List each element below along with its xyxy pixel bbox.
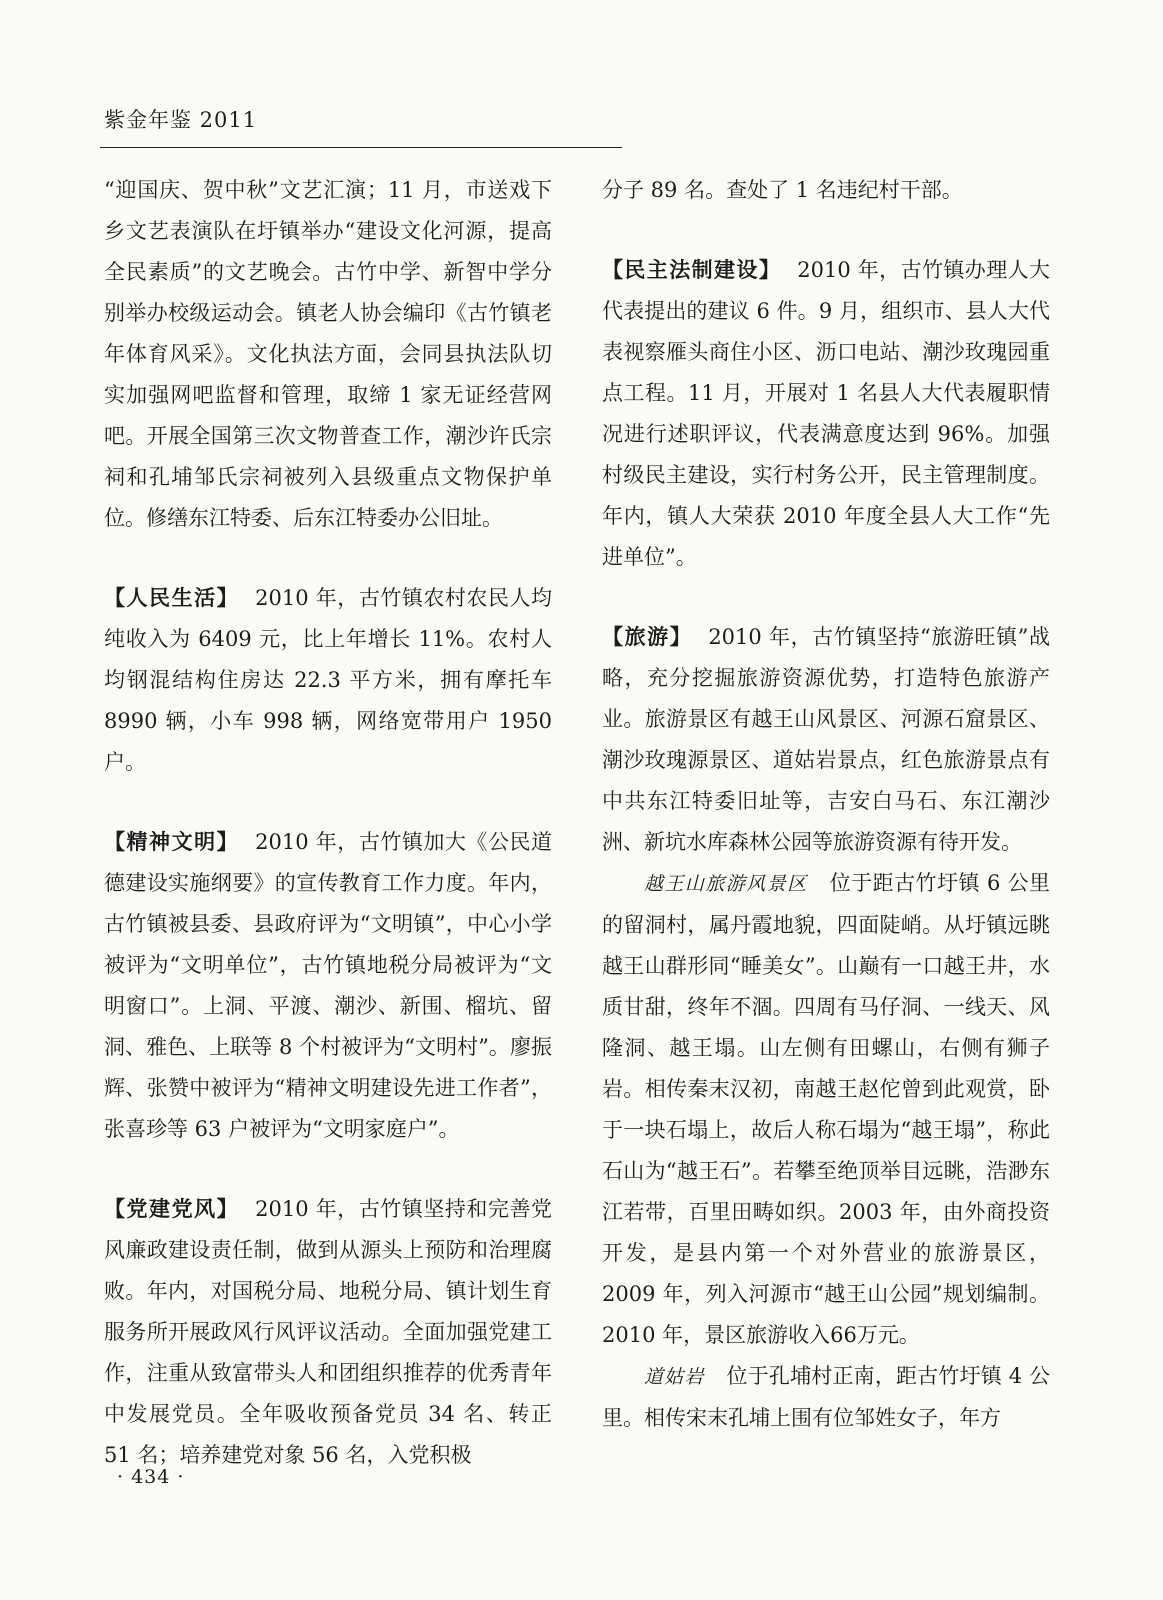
entry-title: 越王山旅游风景区: [644, 873, 808, 895]
section-body: 2010 年，古竹镇坚持“旅游旺镇”战略，充分挖掘旅游资源优势，打造特色旅游产业。旅游景区有越王山风景区、河源石窟景区、潮沙玫瑰源景区、道姑岩景点，红色旅游景点有中共东江特委旧址等，吉安白马石、东江潮沙洲、新坑水库森林公园等旅游资源有待开发。: [602, 625, 1050, 854]
entry-daoguyan: [602, 1356, 1050, 1439]
right-column: [602, 170, 1050, 1439]
entry-body: 位于孔埔村正南，距古竹圩镇 4 公里。相传宋末孔埔上围有位邹姓女子，年方: [602, 1364, 1050, 1430]
entry-title: 道姑岩: [644, 1366, 705, 1388]
section-body: 2010 年，古竹镇农村农民人均纯收入为 6409 元，比上年增长 11%。农村人均钢混结构住房达 22.3 平方米，拥有摩托车 8990 辆，小车 998 辆，网络宽带用户 1950 户。: [104, 586, 553, 774]
section-title: 【人民生活】: [104, 585, 240, 610]
running-header: 紫金年鉴 2011: [104, 108, 258, 132]
party-paragraph-continued: 分子 89 名。查处了 1 名违纪村干部。: [602, 178, 963, 202]
section-title: 【民主法制建设】: [602, 257, 782, 282]
section-body: 2010 年，古竹镇坚持和完善党风廉政建设责任制，做到从源头上预防和治理腐败。年内，对国税分局、地税分局、镇计划生育服务所开展政风行风评议活动。全面加强党建工作，注重从致富带头人和团组织推荐的优秀青年中发展党员。全年吸收预备党员 34 名、转正 51 名；培养建党对象 56 名，入党积极: [104, 1197, 553, 1467]
section-body: 2010 年，古竹镇办理人大代表提出的建议 6 件。9 月，组织市、县人大代表视察雁头商住小区、沥口电站、潮沙玫瑰园重点工程。11 月，开展对 1 名县人大代表履职情况进行述职评议，代表满意度达到 96%。加强村级民主建设，实行村务公开，民主管理制度。年内，镇人大荣获 2010 年度全县人大工作“先进单位”。: [602, 258, 1051, 569]
section-spiritual-civilization: [104, 821, 552, 1150]
culture-paragraph-continued: “迎国庆、贺中秋”文艺汇演；11 月，市送戏下乡文艺表演队在圩镇举办“建设文化河源，提高全民素质”的文艺晚会。古竹中学、新智中学分别举办校级运动会。镇老人协会编印《古竹镇老年体育风采》。文化执法方面，会同县执法队切实加强网吧监督和管理，取缔 1 家无证经营网吧。开展全国第三次文物普查工作，潮沙许氏宗祠和孔埔邹氏宗祠被列入县级重点文物保护单位。修缮东江特委、后东江特委办公旧址。: [104, 178, 552, 530]
section-democracy-law: [602, 249, 1050, 578]
left-column: [104, 170, 552, 1476]
section-title: 【旅游】: [602, 624, 693, 649]
entry-yuewang-mountain: [602, 863, 1050, 1356]
section-title: 【精神文明】: [104, 829, 240, 854]
section-title: 【党建党风】: [104, 1196, 240, 1221]
entry-body: 位于距古竹圩镇 6 公里的留洞村，属丹霞地貌，四面陡峭。从圩镇远眺越王山群形同“睡美女”。山巅有一口越王井，水质甘甜，终年不涸。四周有马仔洞、一线天、风隆洞、越王塌。山左侧有田螺山，右侧有狮子岩。相传秦末汉初，南越王赵佗曾到此观赏，卧于一块石塌上，故后人称石塌为“越王塌”，称此石山为“越王石”。若攀至绝顶举目远眺，浩渺东江若带，百里田畴如织。2003 年，由外商投资开发，是县内第一个对外营业的旅游景区，2009 年，列入河源市“越王山公园”规划编制。2010 年，景区旅游收入66万元。: [602, 871, 1050, 1347]
section-tourism: [602, 616, 1050, 863]
section-people-life: [104, 577, 552, 783]
header-rule: [100, 147, 622, 148]
page-number: · 434 ·: [117, 1466, 185, 1488]
section-party-building: [104, 1188, 552, 1476]
section-body: 2010 年，古竹镇加大《公民道德建设实施纲要》的宣传教育工作力度。年内，古竹镇被县委、县政府评为“文明镇”，中心小学被评为“文明单位”，古竹镇地税分局被评为“文明窗口”。上洞、平渡、潮沙、新围、榴坑、留洞、雅色、上联等 8 个村被评为“文明村”。廖振辉、张赞中被评为“精神文明建设先进工作者”，张喜珍等 63 户被评为“文明家庭户”。: [104, 830, 553, 1141]
